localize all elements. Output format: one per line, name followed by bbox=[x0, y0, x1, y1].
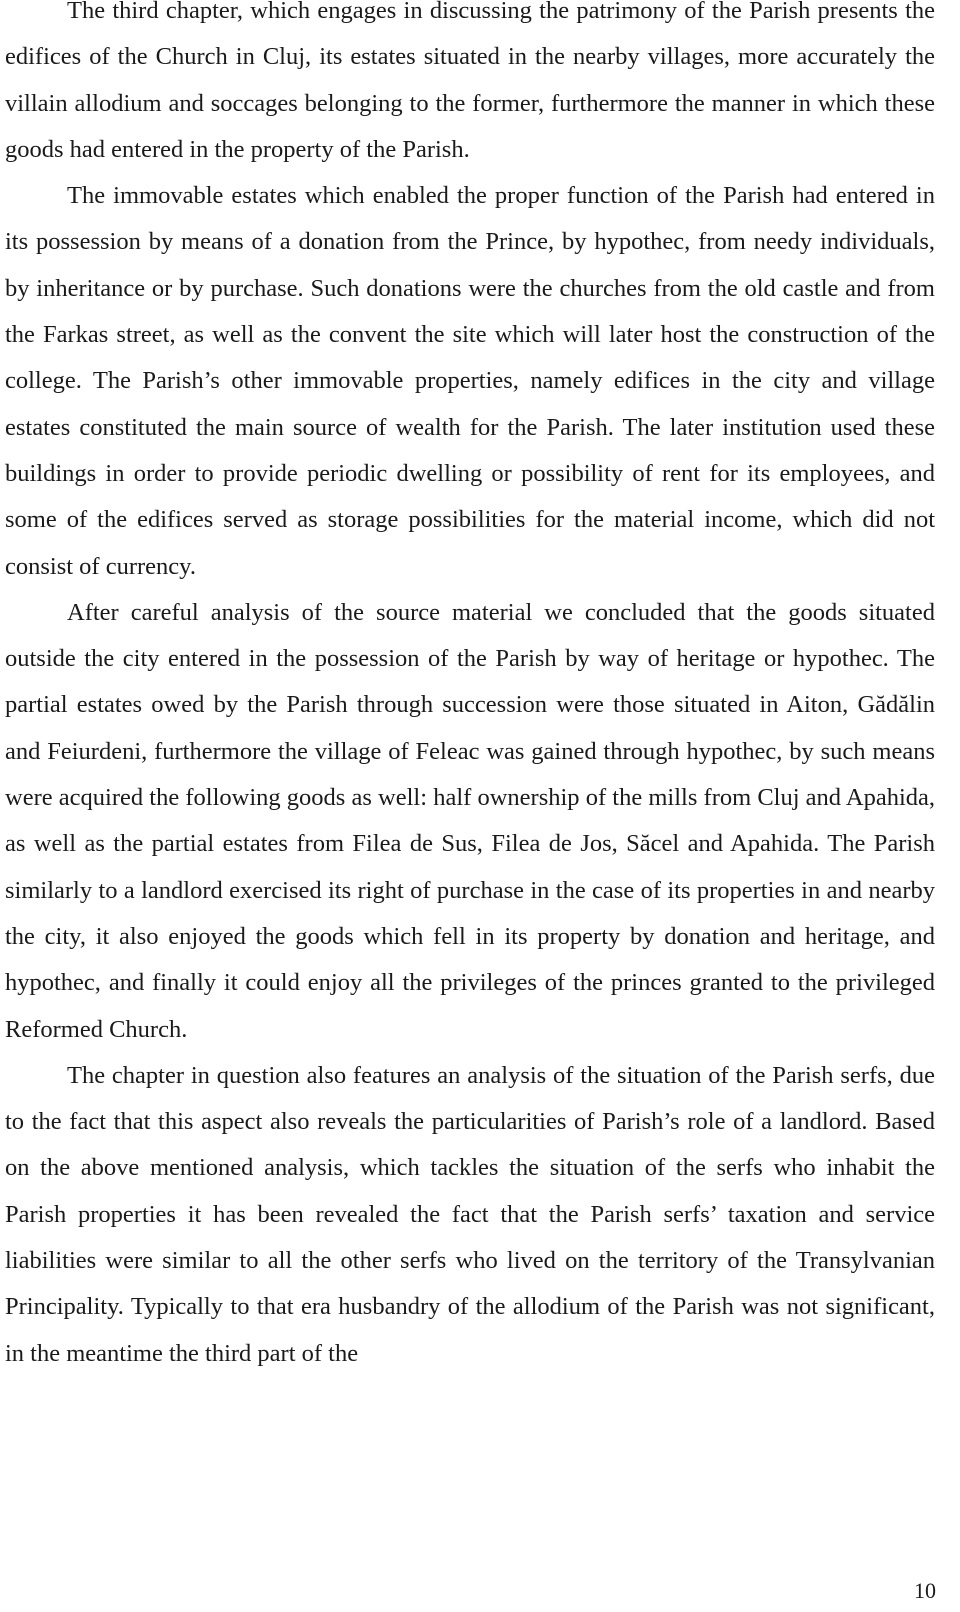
page-number: 10 bbox=[914, 1578, 936, 1603]
paragraph-immovable-estates: The immovable estates which enabled the proper function of the Parish had entered in its possession by means of a donation from the Prince, by hypothec, from needy individuals, by inheritance or by purchase. Such donations were the churches from the old castle and from the Farkas street, as well as the convent the site which will later host the construction of the college. The Parish’s other immovable properties, namely edifices in the city and village estates constituted the main source of wealth for the Parish. The later institution used these buildings in order to provide periodic dwelling or possibility of rent for its employees, and some of the edifices served as storage possibilities for the material income, which did not consist of currency. bbox=[5, 182, 935, 580]
paragraph-parish-serfs: The chapter in question also features an analysis of the situation of the Parish serfs, due to the fact that this aspect also reveals the particularities of Parish’s role of a landlord. Based on the above mentioned analysis, which tackles the situation of the serfs who inhabit the Parish properties it has been revealed the fact that the Parish serfs’ taxation and service liabilities were similar to all the other serfs who lived on the territory of the Transylvanian Principality. Typically to that era husbandry of the allodium of the Parish was not significant, in the meantime the third part of the bbox=[5, 1061, 935, 1367]
paragraph-source-analysis: After careful analysis of the source material we concluded that the goods situated outside the city entered in the possession of the Parish by way of heritage or hypothec. The partial estates owed by the Parish through succession were those situated in Aiton, Gădălin and Feiurdeni, furthermore the village of Feleac was gained through hypothec, by such means were acquired the following goods as well: half ownership of the mills from Cluj and Apahida, as well as the partial estates from Filea de Sus, Filea de Jos, Săcel and Apahida. The Parish similarly to a landlord exercised its right of purchase in the case of its properties in and nearby the city, it also enjoyed the goods which fell in its property by donation and heritage, and hypothec, and finally it could enjoy all the privileges of the princes granted to the privileged Reformed Church. bbox=[5, 598, 935, 1043]
paragraph-patrimony-intro: The third chapter, which engages in discussing the patrimony of the Parish presents the edifices of the Church in Cluj, its estates situated in the nearby villages, more accurately the villain allodium and soccages belonging to the former, furthermore the manner in which these goods had entered in the property of the Parish. bbox=[5, 0, 935, 163]
document-body bbox=[5, 0, 935, 1377]
